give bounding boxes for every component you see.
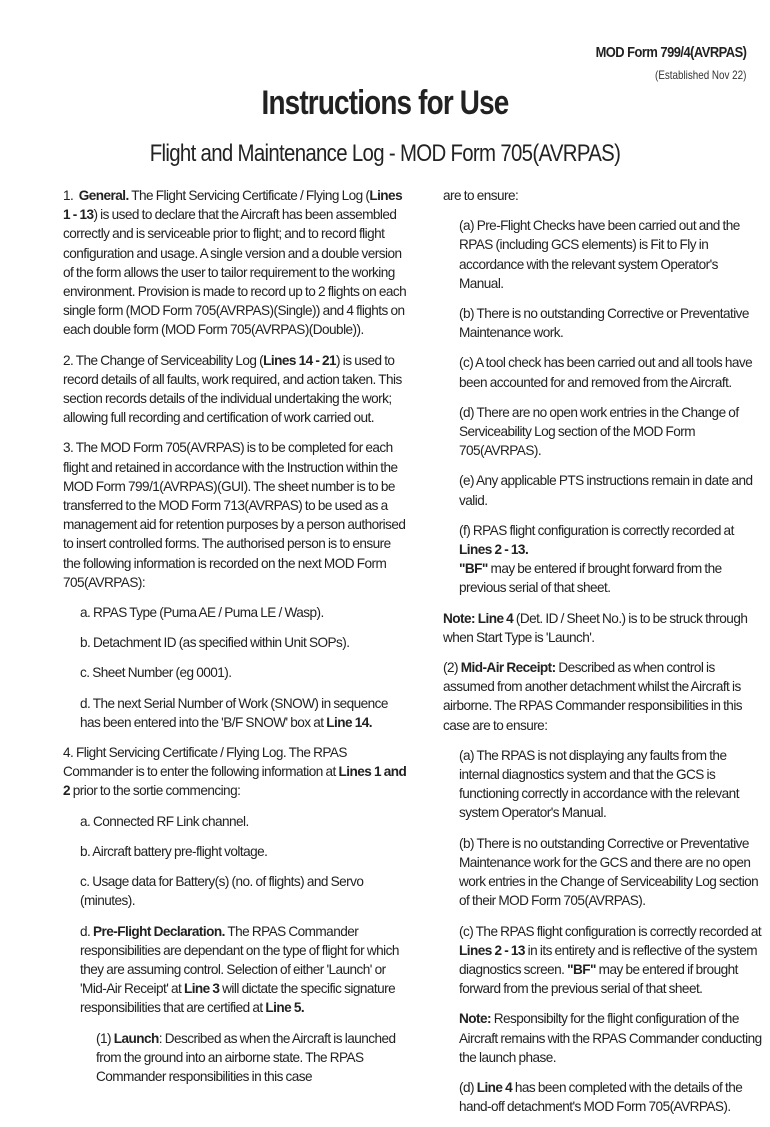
mid-air-receipt-section: (2) Mid-Air Receipt: Described as when control is assumed from another detachment whilst the Aircraft is airborne. The RPAS Commander responsibilities in this case are to ensure: <box>443 660 743 733</box>
list-item: (a) The RPAS is not displaying any faults from the internal diagnostics system and that the GCS is functioning correctly in accordance with the relevant system Operator's Manual. <box>459 747 739 821</box>
note-line-4: Note: Line 4 (Det. ID / Sheet No.) is to be struck through when Start Type is 'Launch'. <box>443 610 748 645</box>
list-item: (c) The RPAS flight configuration is correctly recorded at Lines 2 - 13 in its entirety and is reflective of the system diagnostics screen. "BF" may be entered if brought forward from the previous serial of that sheet. <box>459 923 762 997</box>
list-item: a. RPAS Type (Puma AE / Puma LE / Wasp). <box>80 605 324 621</box>
established-date: (Established Nov 22) <box>654 68 746 82</box>
list-item: a. Connected RF Link channel. <box>80 813 249 829</box>
page-subtitle: Flight and Maintenance Log - MOD Form 705(AVRPAS) <box>149 140 621 167</box>
list-item: (b) There is no outstanding Corrective or Preventative Maintenance work. <box>459 306 749 341</box>
list-item: c. Sheet Number (eg 0001). <box>80 665 232 681</box>
list-item: d. The next Serial Number of Work (SNOW) in sequence has been entered into the 'B/F SNOW' box at Line 14. <box>80 695 388 730</box>
para-general: 1. General. The Flight Servicing Certificate / Flying Log (Lines 1 - 13) is used to declare that the Aircraft has been assembled correctly and is serviceable prior to flight; and to record flight configuration and usage. A single version and a double version of the form allows the user to tailor requirement to the working environment. Provision is made to record up to 2 flights on each single form (MOD Form 705(AVRPAS)(Single)) and 4 flights on each double form (MOD Form 705(AVRPAS)(Double)). <box>63 188 407 338</box>
list-item: (b) There is no outstanding Corrective or Preventative Maintenance work for the GCS and there are no open work entries in the Change of Serviceability Log section of their MOD Form 705(AVRPAS). <box>459 835 759 909</box>
continuation-text: are to ensure: <box>443 188 519 203</box>
para-change-of-serviceability: 2. The Change of Serviceability Log (Lines 14 - 21) is used to record details of all faults, work required, and action taken. This section records details of the individual undertaking the work; allowing full recording and certification of work carried out. <box>63 352 402 426</box>
list-item: (f) RPAS flight configuration is correctly recorded at Lines 2 - 13. "BF" may be entered if brought forward from the previous serial of that sheet. <box>459 522 734 596</box>
page-title: Instructions for Use <box>261 84 509 122</box>
list-item: (c) A tool check has been carried out and all tools have been accounted for and removed from the Aircraft. <box>459 355 753 390</box>
para-form-completion: 3. The MOD Form 705(AVRPAS) is to be completed for each flight and retained in accordance with the Instruction within the MOD Form 799/1(AVRPAS)(GUI). The sheet number is to be transferred to the MOD Form 713(AVRPAS) to be used as a management aid for retention purposes by a person authorised to insert controlled forms. The authorised person is to ensure the following information is recorded on the next MOD Form 705(AVRPAS): <box>63 440 406 590</box>
para-flying-log: 4. Flight Servicing Certificate / Flying Log. The RPAS Commander is to enter the following information at Lines 1 and 2 prior to the sortie commencing: <box>63 745 407 799</box>
list-item: (d) Line 4 has been completed with the details of the hand-off detachment's MOD Form 705(AVRPAS). <box>459 1079 743 1115</box>
list-item: (d) There are no open work entries in the Change of Serviceability Log section of the MOD Form 705(AVRPAS). <box>459 404 739 459</box>
left-column <box>63 186 408 1097</box>
form-id: MOD Form 799/4(AVRPAS) <box>595 44 746 61</box>
list-item: (e) Any applicable PTS instructions remain in date and valid. <box>459 473 753 508</box>
list-item: b. Aircraft battery pre-flight voltage. <box>80 843 268 859</box>
note-responsibility: Note: Responsibilty for the flight configuration of the Aircraft remains with the RPAS Commander conducting the launch phase. <box>459 1011 762 1065</box>
right-column <box>443 186 763 1127</box>
list-item: b. Detachment ID (as specified within Unit SOPs). <box>80 635 350 651</box>
pre-flight-declaration: d. Pre-Flight Declaration. The RPAS Commander responsibilities are dependant on the type of flight for which they are assuming control. Selection of either 'Launch' or 'Mid-Air Receipt' at Line 3 will dictate the specific signature responsibilities that are certified at Line 5. <box>80 923 399 1016</box>
list-item: (a) Pre-Flight Checks have been carried out and the RPAS (including GCS elements) is Fit to Fly in accordance with the relevant system Operator's Manual. <box>459 218 740 291</box>
launch-section: (1) Launch: Described as when the Aircraft is launched from the ground into an airborne state. The RPAS Commander responsibilities in this case <box>96 1030 396 1084</box>
list-item: c. Usage data for Battery(s) (no. of flights) and Servo (minutes). <box>80 874 364 909</box>
